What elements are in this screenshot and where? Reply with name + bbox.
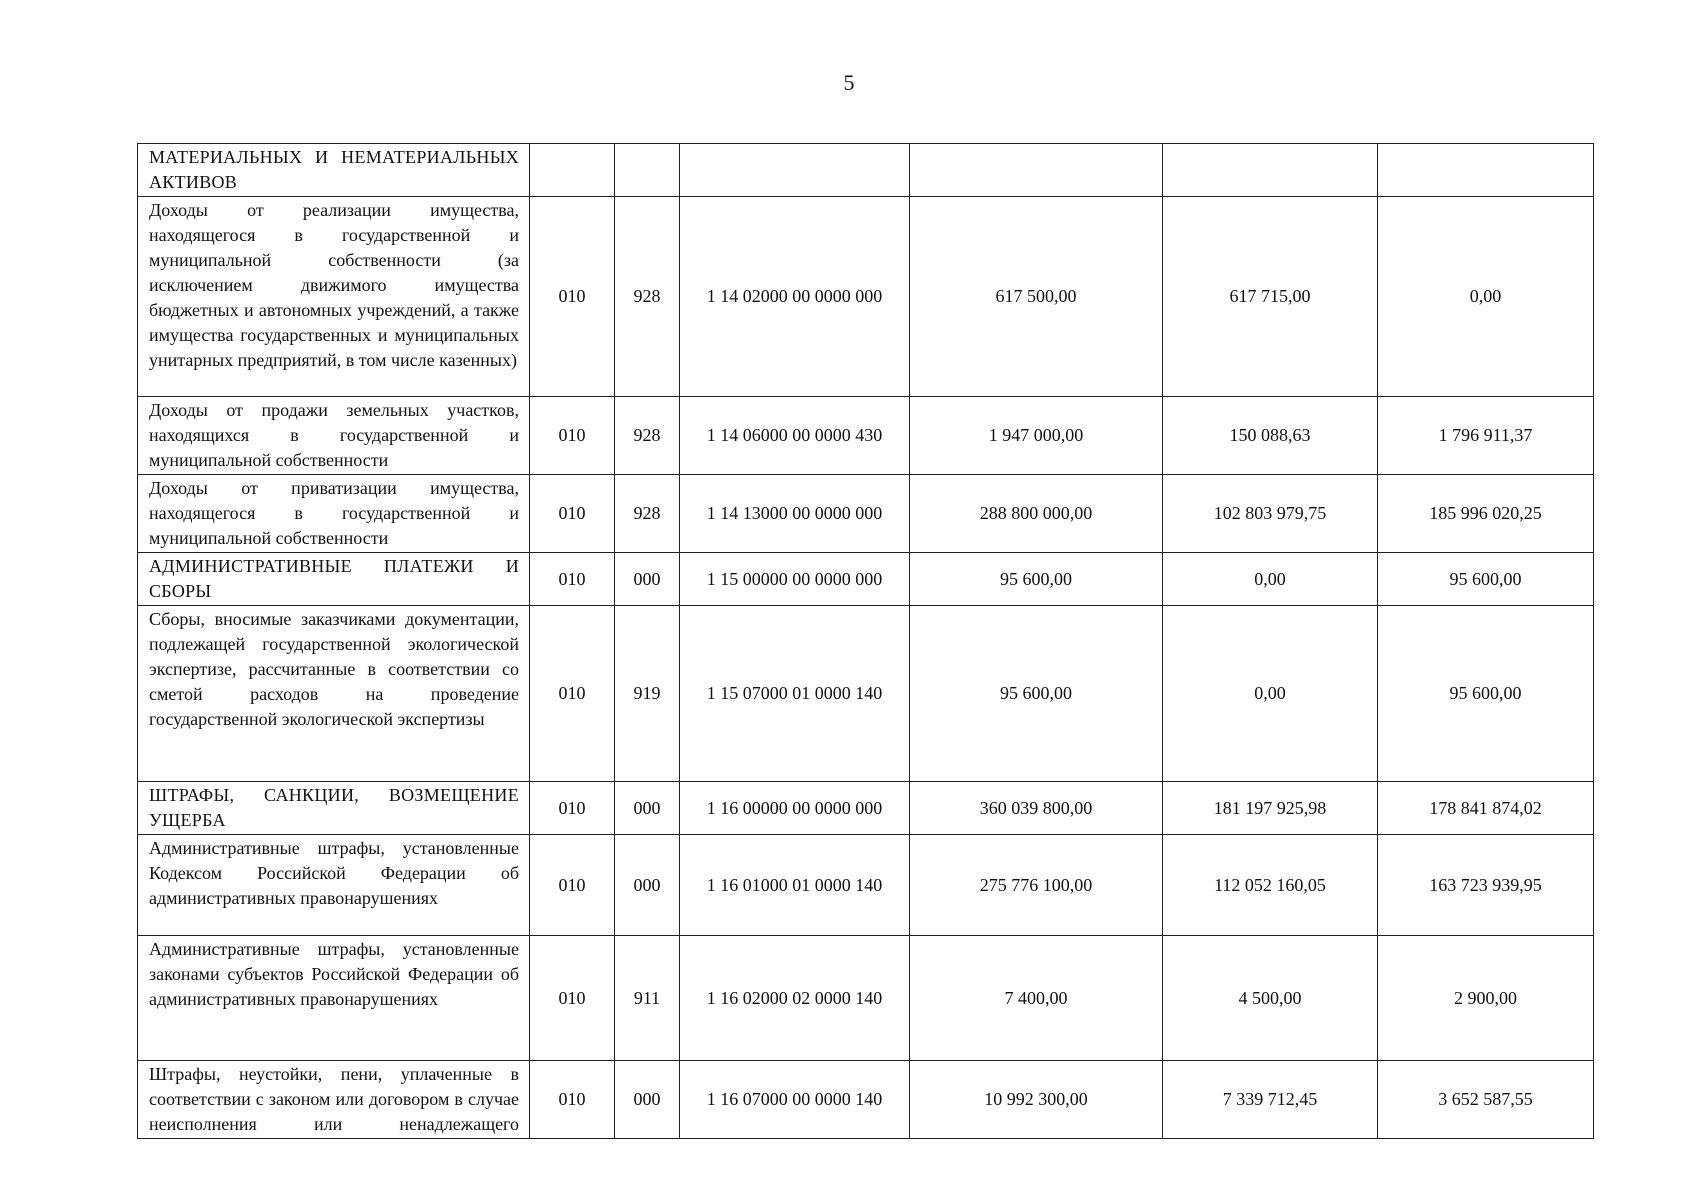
table-row — [138, 936, 1594, 1061]
cell-value-1: 275 776 100,00 — [910, 835, 1163, 936]
cell-value-3: 3 652 587,55 — [1378, 1061, 1594, 1139]
cell-dept-code: 928 — [615, 397, 680, 475]
cell-dept-code: 000 — [615, 835, 680, 936]
cell-dept-code: 928 — [615, 197, 680, 397]
cell-value-2: 0,00 — [1163, 606, 1378, 782]
cell-value-1: 95 600,00 — [910, 553, 1163, 606]
cell-value-3 — [1378, 144, 1594, 197]
cell-value-1: 7 400,00 — [910, 936, 1163, 1061]
cell-kbk: 1 16 02000 02 0000 140 — [680, 936, 910, 1061]
row-name: Сборы, вносимые заказчиками документации, подлежащей государственной экологической экспертизе, рассчитанные в соответствии со сметой расходов на проведение государственной экологической экспертизы — [138, 606, 530, 782]
cell-value-1: 360 039 800,00 — [910, 782, 1163, 835]
cell-dept-code: 911 — [615, 936, 680, 1061]
cell-value-2: 617 715,00 — [1163, 197, 1378, 397]
cell-value-2: 112 052 160,05 — [1163, 835, 1378, 936]
cell-value-2: 0,00 — [1163, 553, 1378, 606]
table-row — [138, 144, 1594, 197]
cell-kbk: 1 15 00000 00 0000 000 — [680, 553, 910, 606]
cell-value-3: 185 996 020,25 — [1378, 475, 1594, 553]
cell-admin-code: 010 — [530, 553, 615, 606]
row-name: АДМИНИСТРАТИВНЫЕ ПЛАТЕЖИ И СБОРЫ — [138, 553, 530, 606]
cell-kbk: 1 16 01000 01 0000 140 — [680, 835, 910, 936]
cell-value-2: 7 339 712,45 — [1163, 1061, 1378, 1139]
cell-value-2 — [1163, 144, 1378, 197]
cell-value-1: 95 600,00 — [910, 606, 1163, 782]
table-row — [138, 835, 1594, 936]
cell-dept-code: 000 — [615, 1061, 680, 1139]
revenue-table — [137, 143, 1594, 1139]
cell-value-2: 181 197 925,98 — [1163, 782, 1378, 835]
cell-value-1: 617 500,00 — [910, 197, 1163, 397]
cell-admin-code: 010 — [530, 397, 615, 475]
cell-value-1: 288 800 000,00 — [910, 475, 1163, 553]
cell-value-2: 150 088,63 — [1163, 397, 1378, 475]
cell-value-1: 1 947 000,00 — [910, 397, 1163, 475]
cell-admin-code — [530, 144, 615, 197]
cell-kbk — [680, 144, 910, 197]
cell-dept-code: 000 — [615, 782, 680, 835]
cell-kbk: 1 14 02000 00 0000 000 — [680, 197, 910, 397]
row-name: ШТРАФЫ, САНКЦИИ, ВОЗМЕЩЕНИЕ УЩЕРБА — [138, 782, 530, 835]
row-name: Штрафы, неустойки, пени, уплаченные в соответствии с законом или договором в случае неисполнения или ненадлежащего — [138, 1061, 530, 1139]
cell-admin-code: 010 — [530, 197, 615, 397]
row-name: Доходы от продажи земельных участков, находящихся в государственной и муниципальной собственности — [138, 397, 530, 475]
row-name: МАТЕРИАЛЬНЫХ И НЕМАТЕРИАЛЬНЫХ АКТИВОВ — [138, 144, 530, 197]
cell-admin-code: 010 — [530, 606, 615, 782]
row-name: Административные штрафы, установленные Кодексом Российской Федерации об административных правонарушениях — [138, 835, 530, 936]
cell-kbk: 1 16 07000 00 0000 140 — [680, 1061, 910, 1139]
cell-admin-code: 010 — [530, 782, 615, 835]
cell-kbk: 1 14 13000 00 0000 000 — [680, 475, 910, 553]
cell-dept-code: 000 — [615, 553, 680, 606]
row-name: Доходы от реализации имущества, находящегося в государственной и муниципальной собственности (за исключением движимого имущества бюджетных и автономных учреждений, а также имущества государственных и муниципальных унитарных предприятий, в том числе казенных) — [138, 197, 530, 397]
table-row — [138, 1061, 1594, 1139]
cell-value-3: 163 723 939,95 — [1378, 835, 1594, 936]
cell-admin-code: 010 — [530, 936, 615, 1061]
cell-value-3: 178 841 874,02 — [1378, 782, 1594, 835]
cell-kbk: 1 15 07000 01 0000 140 — [680, 606, 910, 782]
cell-value-3: 1 796 911,37 — [1378, 397, 1594, 475]
table-row — [138, 606, 1594, 782]
page-number: 5 — [843, 70, 855, 95]
cell-kbk: 1 14 06000 00 0000 430 — [680, 397, 910, 475]
row-name: Доходы от приватизации имущества, находящегося в государственной и муниципальной собственности — [138, 475, 530, 553]
cell-dept-code: 919 — [615, 606, 680, 782]
cell-kbk: 1 16 00000 00 0000 000 — [680, 782, 910, 835]
cell-value-3: 0,00 — [1378, 197, 1594, 397]
table-row — [138, 782, 1594, 835]
cell-admin-code: 010 — [530, 835, 615, 936]
cell-value-2: 4 500,00 — [1163, 936, 1378, 1061]
cell-value-1 — [910, 144, 1163, 197]
table-row — [138, 397, 1594, 475]
cell-value-2: 102 803 979,75 — [1163, 475, 1378, 553]
cell-admin-code: 010 — [530, 1061, 615, 1139]
row-name: Административные штрафы, установленные законами субъектов Российской Федерации об административных правонарушениях — [138, 936, 530, 1061]
cell-dept-code: 928 — [615, 475, 680, 553]
cell-value-3: 95 600,00 — [1378, 606, 1594, 782]
table-row — [138, 475, 1594, 553]
cell-dept-code — [615, 144, 680, 197]
cell-admin-code: 010 — [530, 475, 615, 553]
cell-value-1: 10 992 300,00 — [910, 1061, 1163, 1139]
cell-value-3: 2 900,00 — [1378, 936, 1594, 1061]
table-row — [138, 553, 1594, 606]
table-row — [138, 197, 1594, 397]
cell-value-3: 95 600,00 — [1378, 553, 1594, 606]
